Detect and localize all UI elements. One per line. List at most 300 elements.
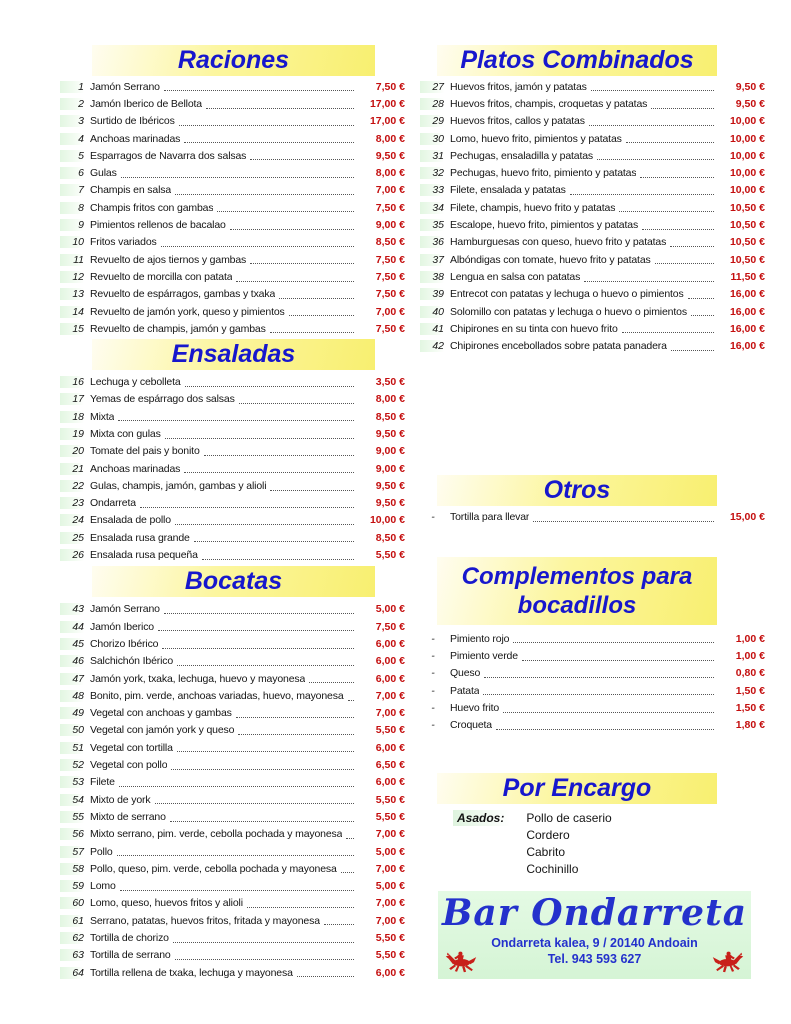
dotted-leader bbox=[165, 438, 354, 439]
dotted-leader bbox=[171, 769, 354, 770]
item-name: Lomo bbox=[90, 880, 116, 893]
item-name: Tortilla rellena de txaka, lechuga y mayonesa bbox=[90, 966, 293, 979]
menu-item-row bbox=[420, 234, 765, 251]
section-title-line1: Complementos para bbox=[461, 563, 693, 591]
item-name: Tomate del pais y bonito bbox=[90, 445, 200, 458]
item-number: 63 bbox=[60, 949, 84, 961]
section-rows-complementos bbox=[420, 630, 765, 734]
dotted-leader bbox=[202, 559, 354, 560]
dotted-leader bbox=[238, 734, 354, 735]
dotted-leader bbox=[341, 872, 354, 873]
menu-item-row bbox=[60, 687, 405, 704]
menu-item-row bbox=[60, 843, 405, 860]
dotted-leader bbox=[279, 298, 354, 299]
item-name: Filete bbox=[90, 776, 115, 789]
bar-address: Ondarreta kalea, 9 / 20140 Andoain bbox=[491, 935, 698, 950]
item-price: 7,00 € bbox=[375, 707, 405, 720]
item-number: 44 bbox=[60, 621, 84, 633]
item-price: 6,00 € bbox=[375, 776, 405, 789]
menu-item-row bbox=[60, 546, 405, 563]
menu-item-row bbox=[420, 113, 765, 130]
item-number: 64 bbox=[60, 967, 84, 979]
item-price: 7,50 € bbox=[375, 201, 405, 214]
item-name: Pimientos rellenos de bacalao bbox=[90, 219, 226, 232]
dotted-leader bbox=[626, 142, 714, 143]
item-price: 8,00 € bbox=[375, 132, 405, 145]
section-title-line2: bocadillos bbox=[517, 592, 637, 620]
item-name: Ondarreta bbox=[90, 497, 136, 510]
item-name: Escalope, huevo frito, pimientos y patatas bbox=[450, 219, 639, 232]
section-rows-otros bbox=[420, 509, 765, 526]
item-price: 7,00 € bbox=[375, 184, 405, 197]
item-name: Gulas, champis, jamón, gambas y alioli bbox=[90, 479, 267, 492]
item-name: Hamburguesas con queso, huevo frito y patatas bbox=[450, 236, 667, 249]
dotted-leader bbox=[642, 229, 714, 230]
menu-item-row bbox=[420, 647, 765, 664]
item-number: 19 bbox=[60, 428, 84, 440]
item-name: Pechugas, huevo frito, pimiento y patatas bbox=[450, 167, 637, 180]
menu-item-row bbox=[60, 826, 405, 843]
section-title: Otros bbox=[543, 475, 611, 504]
dotted-leader bbox=[177, 665, 354, 666]
item-price: 5,50 € bbox=[375, 549, 405, 562]
menu-item-row bbox=[420, 337, 765, 354]
dotted-leader bbox=[297, 976, 354, 977]
dotted-leader bbox=[247, 907, 354, 908]
item-price: 1,50 € bbox=[735, 684, 765, 697]
menu-item-row bbox=[420, 130, 765, 147]
section-title: Bocatas bbox=[184, 566, 283, 595]
item-name: Bonito, pim. verde, anchoas variadas, huevo, mayonesa bbox=[90, 689, 344, 702]
item-name: Revuelto de ajos tiernos y gambas bbox=[90, 253, 247, 266]
item-number: 29 bbox=[420, 115, 444, 127]
item-name: Ensalada de pollo bbox=[90, 514, 171, 527]
item-name: Mixto serrano, pim. verde, cebolla pochada y mayonesa bbox=[90, 828, 343, 841]
item-number: 6 bbox=[60, 167, 84, 179]
horse-rider-icon bbox=[443, 949, 479, 973]
dotted-leader bbox=[591, 90, 714, 91]
menu-item-row bbox=[60, 408, 405, 425]
item-price: 11,50 € bbox=[730, 270, 765, 283]
dotted-leader bbox=[589, 125, 714, 126]
menu-item-row bbox=[420, 509, 765, 526]
item-name: Revuelto de espárragos, gambas y txaka bbox=[90, 288, 276, 301]
dotted-leader bbox=[250, 159, 354, 160]
asado-item: Cochinillo bbox=[526, 861, 579, 876]
item-number: 12 bbox=[60, 271, 84, 283]
item-number: 40 bbox=[420, 306, 444, 318]
section-title: Platos Combinados bbox=[460, 46, 694, 74]
dotted-leader bbox=[270, 332, 354, 333]
menu-item-row bbox=[60, 78, 405, 95]
menu-item-row bbox=[420, 717, 765, 734]
dotted-leader bbox=[584, 281, 714, 282]
menu-item-row bbox=[420, 147, 765, 164]
item-number: 57 bbox=[60, 846, 84, 858]
dotted-leader bbox=[348, 700, 354, 701]
item-number: - bbox=[431, 701, 435, 714]
item-number: 24 bbox=[60, 514, 84, 526]
item-name: Queso bbox=[450, 667, 481, 680]
menu-item-row bbox=[60, 391, 405, 408]
item-price: 7,00 € bbox=[375, 862, 405, 875]
menu-item-row bbox=[60, 234, 405, 251]
dotted-leader bbox=[651, 108, 714, 109]
item-price: 9,50 € bbox=[375, 497, 405, 510]
item-number: 7 bbox=[60, 184, 84, 196]
dotted-leader bbox=[496, 729, 714, 730]
item-number: 49 bbox=[60, 707, 84, 719]
item-number: 21 bbox=[60, 463, 84, 475]
item-name: Mixta bbox=[90, 410, 115, 423]
item-name: Mixto de serrano bbox=[90, 810, 166, 823]
menu-item-row bbox=[60, 635, 405, 652]
item-price: 15,00 € bbox=[729, 511, 765, 524]
item-name: Pollo, queso, pim. verde, cebolla pochada y mayonesa bbox=[90, 862, 337, 875]
menu-item-row bbox=[60, 512, 405, 529]
dotted-leader bbox=[691, 315, 714, 316]
section-title: Raciones bbox=[177, 46, 290, 74]
item-number: 42 bbox=[420, 340, 444, 352]
dotted-leader bbox=[194, 541, 354, 542]
item-name: Pimiento verde bbox=[450, 649, 518, 662]
item-price: 1,80 € bbox=[735, 719, 765, 732]
item-price: 10,00 € bbox=[729, 149, 765, 162]
menu-item-row bbox=[60, 808, 405, 825]
menu-item-row bbox=[60, 147, 405, 164]
section-header-complementos bbox=[437, 557, 717, 625]
item-number: 13 bbox=[60, 288, 84, 300]
item-price: 1,50 € bbox=[735, 701, 765, 714]
item-number: - bbox=[431, 719, 435, 732]
item-number: 4 bbox=[60, 133, 84, 145]
item-number: 46 bbox=[60, 655, 84, 667]
asados-items bbox=[526, 810, 611, 878]
menu-item-row bbox=[420, 164, 765, 181]
item-number: 1 bbox=[60, 81, 84, 93]
item-price: 10,00 € bbox=[729, 167, 765, 180]
item-price: 7,50 € bbox=[375, 288, 405, 301]
menu-item-row bbox=[60, 373, 405, 390]
item-number: 2 bbox=[60, 98, 84, 110]
item-price: 7,00 € bbox=[375, 914, 405, 927]
item-number: 9 bbox=[60, 219, 84, 231]
menu-item-row bbox=[420, 268, 765, 285]
dotted-leader bbox=[175, 959, 354, 960]
menu-item-row bbox=[420, 251, 765, 268]
item-name: Vegetal con pollo bbox=[90, 759, 168, 772]
menu-item-row bbox=[60, 443, 405, 460]
item-price: 6,50 € bbox=[375, 759, 405, 772]
item-name: Solomillo con patatas y lechuga o huevo o pimientos bbox=[450, 305, 687, 318]
item-price: 8,50 € bbox=[375, 531, 405, 544]
item-name: Surtido de Ibéricos bbox=[90, 115, 175, 128]
dotted-leader bbox=[184, 142, 354, 143]
item-name: Champis en salsa bbox=[90, 184, 172, 197]
item-number: 61 bbox=[60, 915, 84, 927]
item-name: Esparragos de Navarra dos salsas bbox=[90, 149, 247, 162]
item-price: 8,50 € bbox=[375, 410, 405, 423]
item-price: 7,00 € bbox=[375, 689, 405, 702]
item-price: 16,00 € bbox=[729, 288, 765, 301]
item-price: 10,50 € bbox=[729, 219, 765, 232]
menu-item-row bbox=[60, 251, 405, 268]
menu-item-row bbox=[60, 964, 405, 981]
item-price: 5,50 € bbox=[375, 949, 405, 962]
section-header-platos-combinados bbox=[437, 45, 717, 76]
item-number: 10 bbox=[60, 236, 84, 248]
item-price: 16,00 € bbox=[729, 322, 765, 335]
dotted-leader bbox=[161, 246, 354, 247]
dotted-leader bbox=[177, 751, 354, 752]
item-price: 5,00 € bbox=[375, 845, 405, 858]
menu-item-row bbox=[420, 199, 765, 216]
menu-item-row bbox=[60, 130, 405, 147]
item-number: 34 bbox=[420, 202, 444, 214]
item-price: 10,50 € bbox=[729, 236, 765, 249]
item-price: 8,50 € bbox=[375, 236, 405, 249]
dotted-leader bbox=[164, 613, 354, 614]
item-number: 55 bbox=[60, 811, 84, 823]
dotted-leader bbox=[533, 521, 714, 522]
item-number: - bbox=[431, 511, 435, 524]
item-number: 41 bbox=[420, 323, 444, 335]
menu-item-row bbox=[60, 199, 405, 216]
dotted-leader bbox=[309, 682, 354, 683]
item-price: 3,50 € bbox=[375, 376, 405, 389]
item-price: 10,50 € bbox=[729, 253, 765, 266]
item-name: Ensalada rusa grande bbox=[90, 531, 190, 544]
dotted-leader bbox=[671, 350, 714, 351]
item-price: 17,00 € bbox=[369, 97, 405, 110]
item-name: Vegetal con anchoas y gambas bbox=[90, 707, 232, 720]
dotted-leader bbox=[236, 717, 354, 718]
dotted-leader bbox=[175, 524, 354, 525]
item-number: 56 bbox=[60, 828, 84, 840]
dotted-leader bbox=[619, 211, 714, 212]
item-number: 45 bbox=[60, 638, 84, 650]
item-price: 16,00 € bbox=[729, 305, 765, 318]
item-price: 6,00 € bbox=[375, 966, 405, 979]
item-number: 32 bbox=[420, 167, 444, 179]
menu-item-row bbox=[60, 618, 405, 635]
item-price: 7,50 € bbox=[375, 270, 405, 283]
item-price: 9,50 € bbox=[375, 149, 405, 162]
section-rows-ensaladas bbox=[60, 373, 405, 563]
menu-item-row bbox=[60, 425, 405, 442]
item-number: 52 bbox=[60, 759, 84, 771]
item-number: 27 bbox=[420, 81, 444, 93]
dotted-leader bbox=[250, 263, 354, 264]
item-number: 51 bbox=[60, 742, 84, 754]
item-number: 3 bbox=[60, 115, 84, 127]
section-header-otros bbox=[437, 475, 717, 506]
menu-item-row bbox=[60, 268, 405, 285]
section-rows-bocatas bbox=[60, 601, 405, 982]
item-name: Huevo frito bbox=[450, 701, 500, 714]
item-number: 53 bbox=[60, 776, 84, 788]
section-rows-raciones bbox=[60, 78, 405, 337]
menu-item-row bbox=[420, 320, 765, 337]
dotted-leader bbox=[119, 786, 354, 787]
menu-left-column bbox=[60, 45, 405, 981]
menu-right-column bbox=[420, 45, 765, 981]
item-number: 5 bbox=[60, 150, 84, 162]
item-price: 9,50 € bbox=[375, 427, 405, 440]
menu-item-row bbox=[60, 601, 405, 618]
menu-item-row bbox=[420, 682, 765, 699]
item-price: 6,00 € bbox=[375, 672, 405, 685]
bar-logo-card bbox=[438, 891, 751, 979]
section-title: Ensaladas bbox=[171, 340, 296, 369]
dotted-leader bbox=[503, 712, 714, 713]
dotted-leader bbox=[185, 386, 354, 387]
item-price: 17,00 € bbox=[369, 115, 405, 128]
dotted-leader bbox=[120, 890, 354, 891]
item-name: Filete, ensalada y patatas bbox=[450, 184, 566, 197]
item-price: 1,00 € bbox=[735, 649, 765, 662]
item-name: Entrecot con patatas y lechuga o huevo o pimientos bbox=[450, 288, 684, 301]
item-number: 54 bbox=[60, 794, 84, 806]
item-number: 25 bbox=[60, 532, 84, 544]
dotted-leader bbox=[173, 942, 354, 943]
item-price: 5,50 € bbox=[375, 932, 405, 944]
item-name: Anchoas marinadas bbox=[90, 132, 181, 145]
item-name: Filete, champis, huevo frito y patatas bbox=[450, 201, 616, 214]
item-name: Chipirones encebollados sobre patata panadera bbox=[450, 340, 667, 353]
item-name: Revuelto de jamón york, queso y pimientos bbox=[90, 305, 285, 318]
menu-item-row bbox=[420, 303, 765, 320]
menu-item-row bbox=[60, 739, 405, 756]
item-name: Jamón Serrano bbox=[90, 603, 160, 616]
item-price: 5,50 € bbox=[375, 724, 405, 737]
item-name: Patata bbox=[450, 684, 480, 697]
menu-item-row bbox=[60, 756, 405, 773]
menu-item-row bbox=[60, 947, 405, 964]
item-number: - bbox=[431, 684, 435, 697]
dotted-leader bbox=[118, 420, 354, 421]
menu-item-row bbox=[60, 722, 405, 739]
dotted-leader bbox=[140, 507, 354, 508]
dotted-leader bbox=[217, 211, 354, 212]
menu-item-row bbox=[420, 286, 765, 303]
menu-item-row bbox=[60, 929, 405, 946]
menu-item-row bbox=[60, 216, 405, 233]
item-name: Huevos fritos, champis, croquetas y patatas bbox=[450, 97, 648, 110]
bar-phone: Tel. 943 593 627 bbox=[547, 951, 642, 966]
item-name: Croqueta bbox=[450, 719, 492, 732]
menu-item-row bbox=[60, 912, 405, 929]
item-number: 20 bbox=[60, 445, 84, 457]
asado-item: Pollo de caserio bbox=[526, 810, 612, 825]
item-name: Pechugas, ensaladilla y patatas bbox=[450, 149, 594, 162]
item-name: Salchichón Ibérico bbox=[90, 655, 174, 668]
item-number: 36 bbox=[420, 236, 444, 248]
item-name: Huevos fritos, jamón y patatas bbox=[450, 80, 587, 93]
menu-item-row bbox=[60, 477, 405, 494]
dotted-leader bbox=[175, 194, 354, 195]
dotted-leader bbox=[164, 90, 354, 91]
menu-item-row bbox=[60, 320, 405, 337]
item-price: 7,50 € bbox=[375, 322, 405, 335]
item-price: 9,00 € bbox=[375, 219, 405, 232]
dotted-leader bbox=[484, 677, 714, 678]
menu-item-row bbox=[60, 670, 405, 687]
menu-item-row bbox=[60, 113, 405, 130]
item-name: Tortilla de serrano bbox=[90, 949, 171, 962]
item-price: 10,00 € bbox=[729, 132, 765, 145]
dotted-leader bbox=[230, 229, 354, 230]
item-price: 5,50 € bbox=[375, 793, 405, 806]
item-price: 8,00 € bbox=[375, 393, 405, 406]
item-number: 28 bbox=[420, 98, 444, 110]
item-number: 23 bbox=[60, 497, 84, 509]
menu-item-row bbox=[60, 460, 405, 477]
dotted-leader bbox=[162, 648, 354, 649]
asados-block bbox=[420, 810, 765, 878]
item-number: 62 bbox=[60, 932, 84, 944]
dotted-leader bbox=[346, 838, 354, 839]
item-price: 9,00 € bbox=[375, 462, 405, 475]
item-price: 7,00 € bbox=[375, 828, 405, 841]
dotted-leader bbox=[640, 177, 714, 178]
item-number: 30 bbox=[420, 133, 444, 145]
dotted-leader bbox=[622, 332, 714, 333]
item-name: Chorizo Ibérico bbox=[90, 637, 159, 650]
item-name: Mixta con gulas bbox=[90, 427, 161, 440]
item-name: Mixto de york bbox=[90, 793, 151, 806]
item-name: Huevos fritos, callos y patatas bbox=[450, 115, 585, 128]
item-name: Pollo bbox=[90, 845, 113, 858]
item-number: 15 bbox=[60, 323, 84, 335]
item-name: Lomo, huevo frito, pimientos y patatas bbox=[450, 132, 622, 145]
menu-item-row bbox=[60, 774, 405, 791]
item-price: 10,50 € bbox=[729, 201, 765, 214]
item-price: 9,00 € bbox=[375, 445, 405, 458]
item-number: 18 bbox=[60, 411, 84, 423]
dotted-leader bbox=[204, 455, 354, 456]
dotted-leader bbox=[121, 177, 354, 178]
item-number: 47 bbox=[60, 673, 84, 685]
section-header-por-encargo bbox=[437, 773, 717, 804]
dotted-leader bbox=[597, 159, 714, 160]
item-number: 31 bbox=[420, 150, 444, 162]
item-price: 1,00 € bbox=[735, 632, 765, 645]
item-name: Gulas bbox=[90, 167, 117, 180]
dotted-leader bbox=[655, 263, 714, 264]
item-number: 48 bbox=[60, 690, 84, 702]
item-name: Jamón Iberico bbox=[90, 620, 154, 633]
item-number: 16 bbox=[60, 376, 84, 388]
item-price: 9,50 € bbox=[375, 479, 405, 492]
asados-label: Asados: bbox=[453, 810, 510, 826]
menu-item-row bbox=[420, 95, 765, 112]
dotted-leader bbox=[158, 630, 354, 631]
item-price: 7,50 € bbox=[375, 620, 405, 633]
item-price: 5,00 € bbox=[375, 603, 405, 616]
dotted-leader bbox=[483, 694, 714, 695]
item-number: 39 bbox=[420, 288, 444, 300]
item-number: 58 bbox=[60, 863, 84, 875]
item-price: 9,50 € bbox=[735, 97, 765, 110]
dotted-leader bbox=[179, 125, 354, 126]
item-name: Anchoas marinadas bbox=[90, 462, 181, 475]
section-title: Por Encargo bbox=[502, 773, 652, 802]
item-name: Pimiento rojo bbox=[450, 632, 510, 645]
section-header-ensaladas bbox=[92, 339, 375, 370]
item-name: Tortilla de chorizo bbox=[90, 932, 169, 944]
item-number: - bbox=[431, 667, 435, 680]
